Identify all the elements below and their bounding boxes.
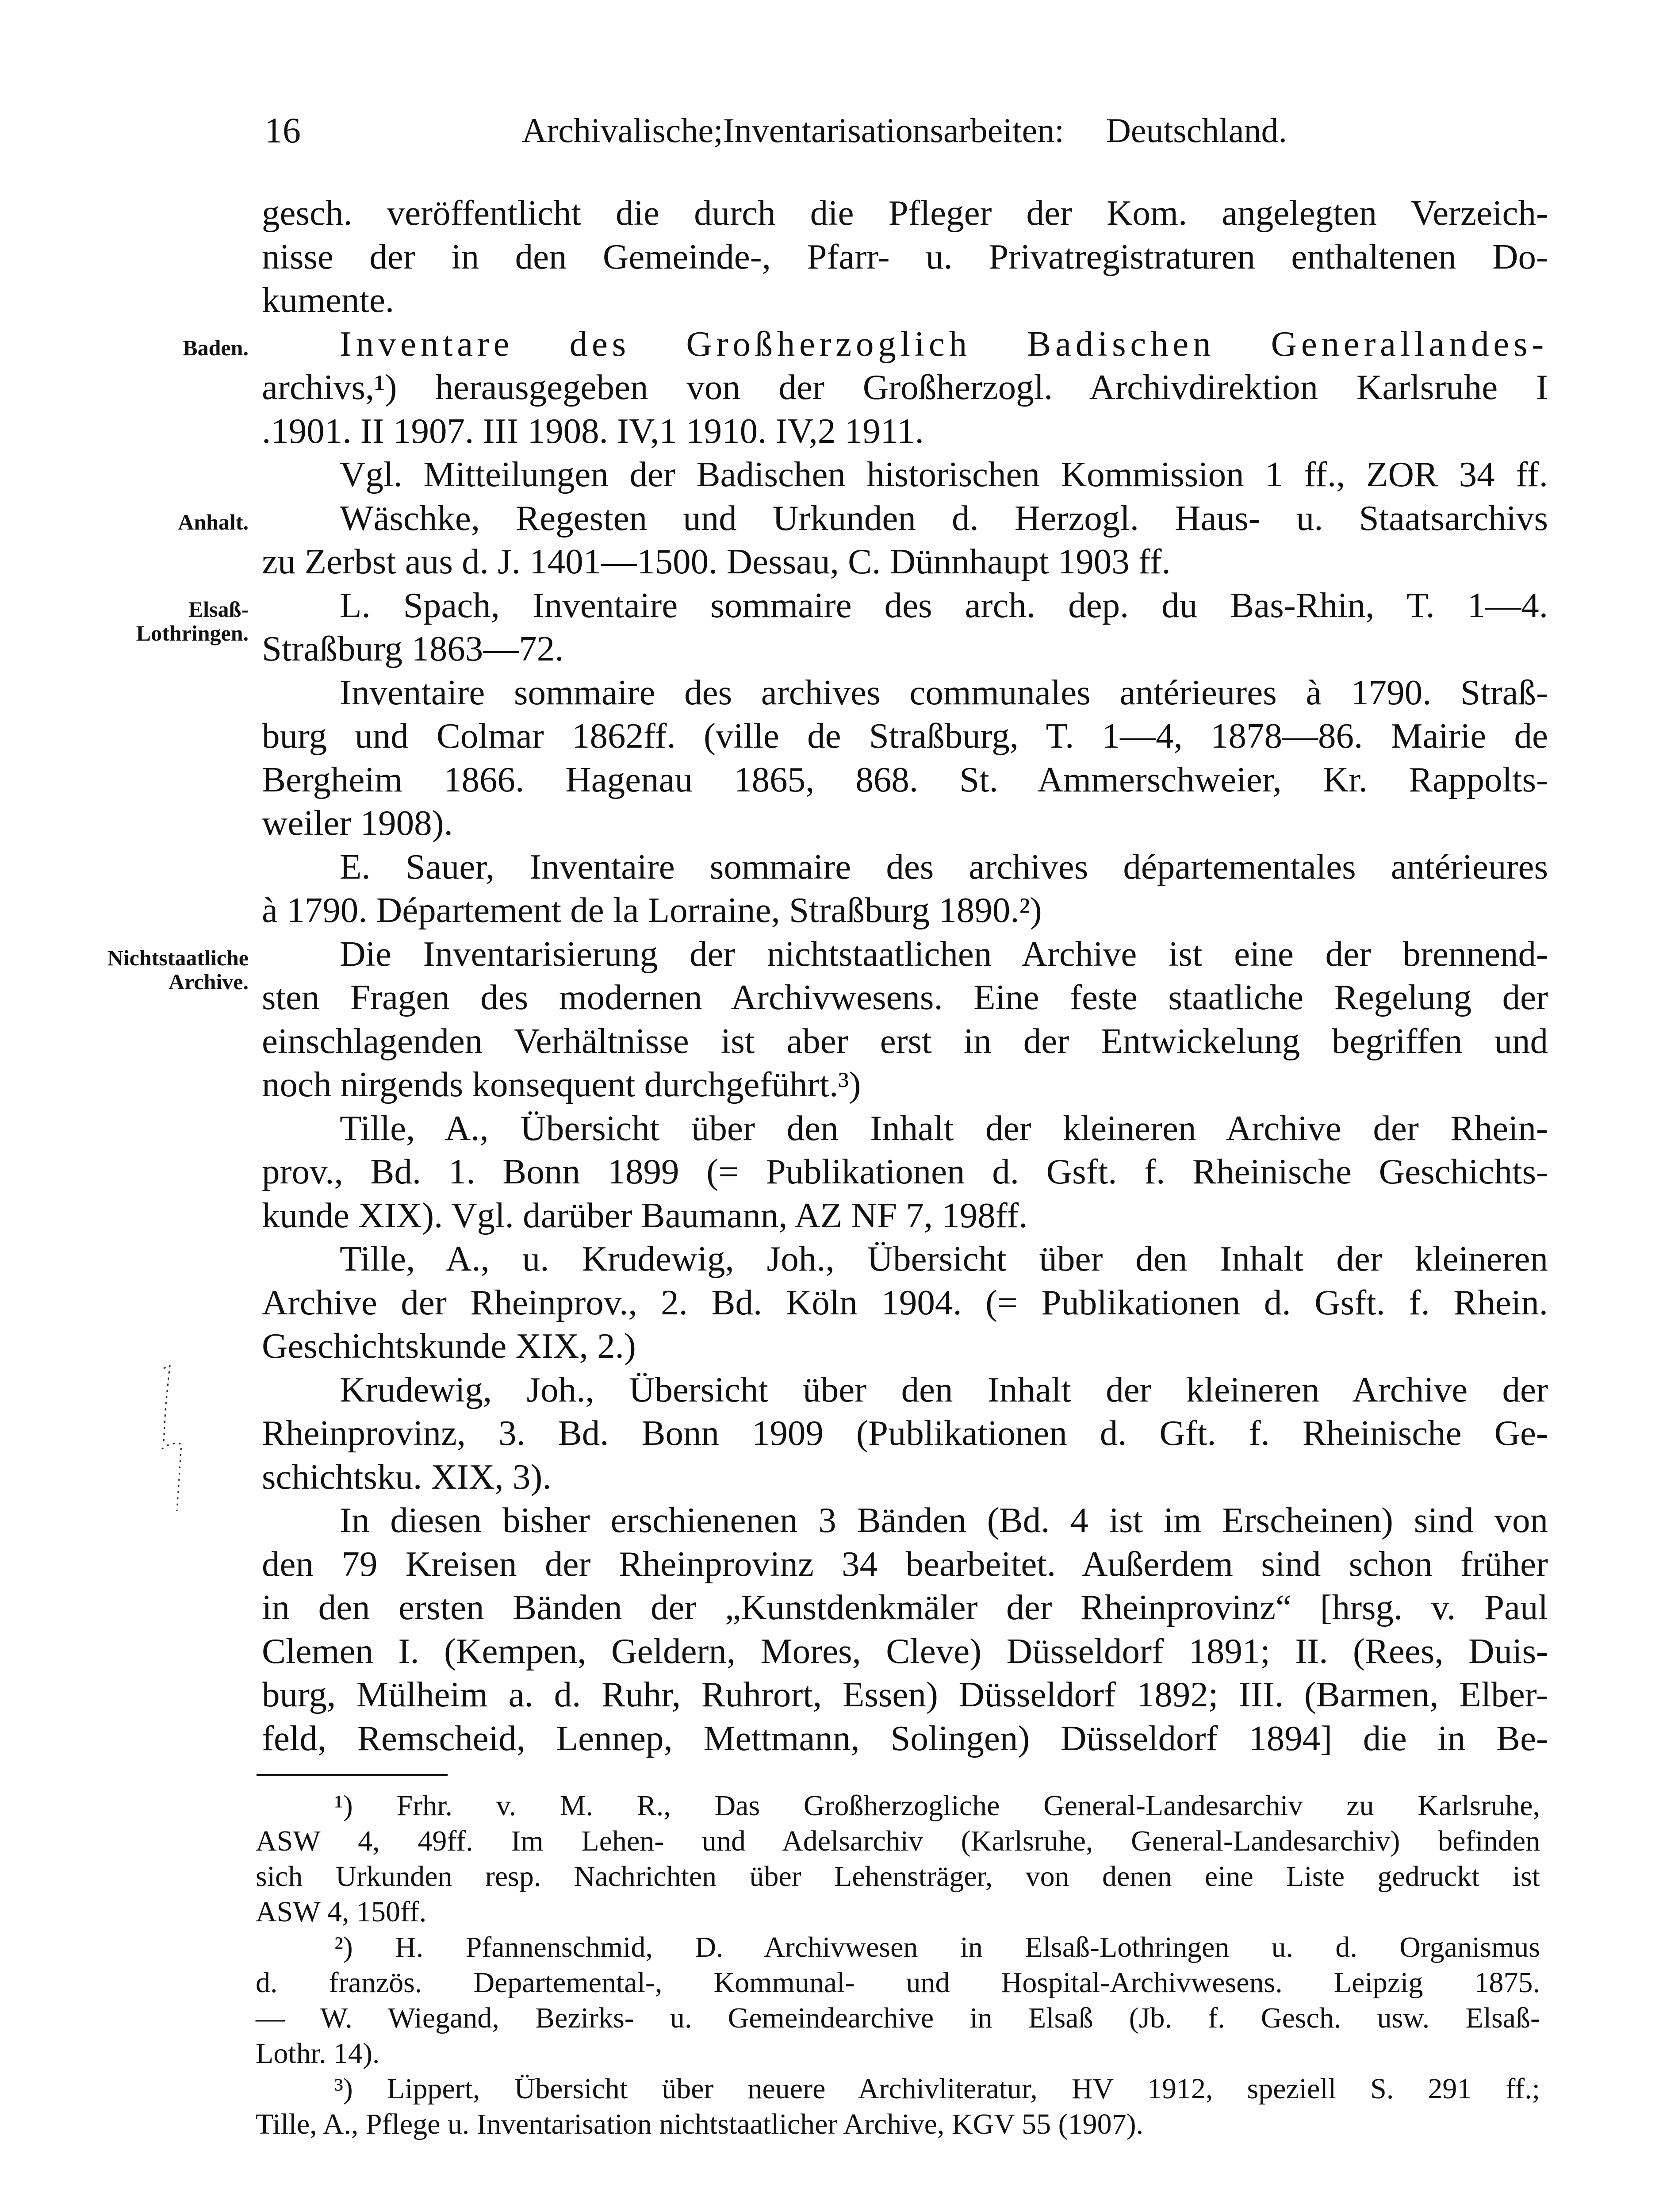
running-title: Archivalische;Inventarisationsarbeiten: Deutschland.	[522, 111, 1287, 150]
footnote-line: ASW 4, 150ff.	[256, 1896, 427, 1928]
margin-note: Elsaß-	[188, 596, 249, 622]
body-line: Archive der Rheinprov., 2. Bd. Köln 1904. (= Publikationen d. Gsft. f. Rhein.	[262, 1282, 1548, 1322]
margin-note: Nichtstaatliche	[107, 945, 249, 970]
pencil-marks-icon	[159, 1365, 199, 1515]
body-line: Inventare des Großherzoglich Badischen Generallandes-	[340, 323, 1548, 364]
body-line: zu Zerbst aus d. J. 1401—1500. Dessau, C. Dünnhaupt 1903 ff.	[262, 541, 1171, 581]
body-line: den 79 Kreisen der Rheinprovinz 34 bearbeitet. Außerdem sind schon früher	[262, 1544, 1548, 1584]
footnote-line: Tille, A., Pflege u. Inventarisation nichtstaatlicher Archive, KGV 55 (1907).	[256, 2108, 1144, 2140]
body-line: burg, Mülheim a. d. Ruhr, Ruhrort, Essen) Düsseldorf 1892; III. (Barmen, Elber-	[262, 1674, 1548, 1714]
body-line: In diesen bisher erschienenen 3 Bänden (Bd. 4 ist im Erscheinen) sind von	[340, 1500, 1548, 1540]
body-line: Krudewig, Joh., Übersicht über den Inhalt der kleineren Archive der	[340, 1369, 1548, 1409]
body-line: Wäschke, Regesten und Urkunden d. Herzogl. Haus- u. Staatsarchivs	[340, 498, 1548, 538]
footnote-line: sich Urkunden resp. Nachrichten über Lehensträger, von denen eine Liste gedruckt ist	[256, 1860, 1540, 1893]
footnote-line: ASW 4, 49ff. Im Lehen- und Adelsarchiv (Karlsruhe, General-Landesarchiv) befinden	[256, 1825, 1540, 1857]
body-line: Straßburg 1863—72.	[262, 629, 564, 668]
margin-note: Baden.	[183, 335, 249, 360]
body-line: E. Sauer, Inventaire sommaire des archives départementales antérieures	[340, 846, 1548, 887]
margin-note: Lothringen.	[136, 620, 249, 645]
body-line: einschlagenden Verhältnisse ist aber erst in der Entwickelung begriffen und	[262, 1021, 1548, 1061]
page-number: 16	[264, 110, 301, 150]
body-line: weiler 1908).	[262, 803, 453, 843]
body-line: prov., Bd. 1. Bonn 1899 (= Publikationen d. Gsft. f. Rheinische Geschichts-	[262, 1152, 1548, 1191]
body-line: Geschichtskunde XIX, 2.)	[262, 1326, 636, 1366]
footnote-line: Lothr. 14).	[256, 2037, 380, 2070]
margin-note: Archive.	[169, 969, 249, 994]
footnote-line: ¹) Frhr. v. M. R., Das Großherzogliche General-Landesarchiv zu Karlsruhe,	[334, 1790, 1540, 1822]
body-line: burg und Colmar 1862ff. (ville de Straßburg, T. 1—4, 1878—86. Mairie de	[262, 716, 1548, 756]
body-line: à 1790. Département de la Lorraine, Straßburg 1890.²)	[262, 890, 1042, 930]
body-line: Vgl. Mitteilungen der Badischen historischen Kommission 1 ff., ZOR 34 ff.	[340, 454, 1548, 494]
body-line: archivs,¹) herausgegeben von der Großherzogl. Archivdirektion Karlsruhe I	[262, 367, 1548, 407]
body-line: Tille, A., u. Krudewig, Joh., Übersicht über den Inhalt der kleineren	[340, 1239, 1548, 1279]
body-line: L. Spach, Inventaire sommaire des arch. dep. du Bas-Rhin, T. 1—4.	[340, 585, 1548, 625]
body-line: sten Fragen des modernen Archivwesens. Eine feste staatliche Regelung der	[262, 977, 1548, 1017]
body-line: kunde XIX). Vgl. darüber Baumann, AZ NF 7, 198ff.	[262, 1195, 1028, 1235]
margin-note: Anhalt.	[178, 509, 249, 534]
footnote-line: ³) Lippert, Übersicht über neuere Archivliteratur, HV 1912, speziell S. 291 ff.;	[334, 2073, 1540, 2105]
body-line: Clemen I. (Kempen, Geldern, Mores, Cleve) Düsseldorf 1891; II. (Rees, Duis-	[262, 1631, 1548, 1671]
footnote-line: ²) H. Pfannenschmid, D. Archivwesen in Elsaß-Lothringen u. d. Organismus	[334, 1931, 1540, 1963]
footnote-separator	[257, 1774, 448, 1776]
body-line: schichtsku. XIX, 3).	[262, 1456, 552, 1497]
body-line: Rheinprovinz, 3. Bd. Bonn 1909 (Publikationen d. Gft. f. Rheinische Ge-	[262, 1413, 1548, 1453]
body-line: kumente.	[262, 280, 395, 320]
body-line: noch nirgends konsequent durchgeführt.³)	[262, 1064, 861, 1104]
body-line: Inventaire sommaire des archives communales antérieures à 1790. Straß-	[340, 672, 1548, 712]
body-line: Die Inventarisierung der nichtstaatlichen Archive ist eine der brennend-	[340, 933, 1548, 974]
body-line: .1901. II 1907. III 1908. IV,1 1910. IV,2 1911.	[262, 411, 924, 451]
footnote-line: d. französ. Departemental-, Kommunal- und Hospital-Archivwesens. Leipzig 1875.	[256, 1966, 1540, 1999]
body-line: in den ersten Bänden der „Kunstdenkmäler der Rheinprovinz“ [hrsg. v. Paul	[262, 1587, 1548, 1627]
body-line: Tille, A., Übersicht über den Inhalt der kleineren Archive der Rhein-	[340, 1108, 1548, 1148]
footnote-line: — W. Wiegand, Bezirks- u. Gemeindearchive in Elsaß (Jb. f. Gesch. usw. Elsaß-	[256, 2002, 1540, 2034]
body-line: nisse der in den Gemeinde-, Pfarr- u. Privatregistraturen enthaltenen Do-	[262, 236, 1548, 276]
body-line: feld, Remscheid, Lennep, Mettmann, Solingen) Düsseldorf 1894] die in Be-	[262, 1718, 1548, 1758]
body-line: Bergheim 1866. Hagenau 1865, 868. St. Ammerschweier, Kr. Rappolts-	[262, 759, 1548, 799]
body-line: gesch. veröffentlicht die durch die Pfleger der Kom. angelegten Verzeich-	[262, 193, 1548, 233]
